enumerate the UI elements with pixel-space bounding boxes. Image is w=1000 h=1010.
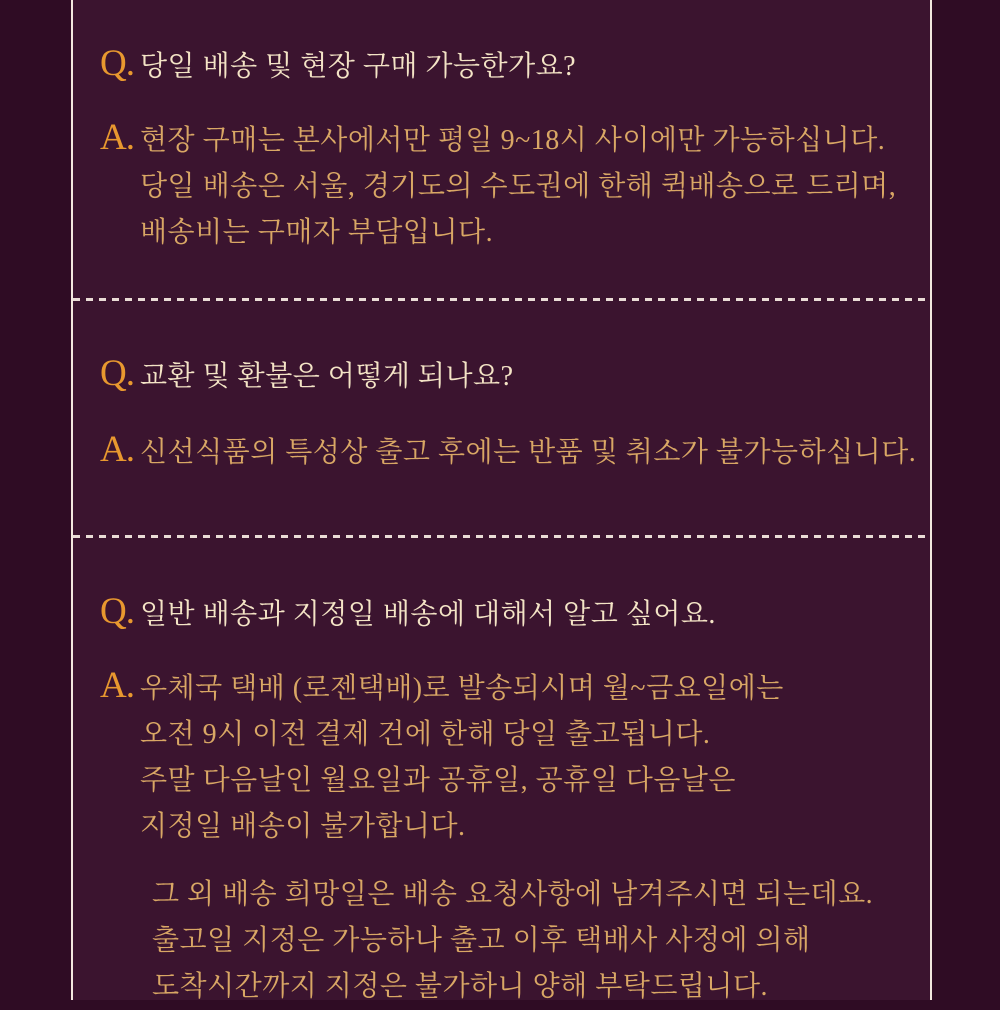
answer-line: 출고일 지정은 가능하나 출고 이후 택배사 사정에 의해 bbox=[152, 925, 811, 956]
answer-line: 지정일 배송이 불가합니다. bbox=[140, 811, 466, 842]
answer-line: 오전 9시 이전 결제 건에 한해 당일 출고됩니다. bbox=[140, 719, 711, 750]
answer-paragraph-1 bbox=[140, 666, 873, 850]
question-marker: Q. bbox=[100, 353, 134, 394]
answer-marker: A. bbox=[100, 117, 134, 158]
answer-line: 그 외 배송 희망일은 배송 요청사항에 남겨주시면 되는데요. bbox=[152, 879, 874, 910]
question-text: 교환 및 환불은 어떻게 되나요? bbox=[140, 361, 514, 392]
answer-line: 신선식품의 특성상 출고 후에는 반품 및 취소가 불가능하십니다. bbox=[140, 437, 917, 468]
dashed-divider bbox=[73, 298, 930, 301]
faq-answer-3 bbox=[100, 666, 920, 1010]
faq-answer-2 bbox=[100, 430, 920, 476]
answer-paragraph-2 bbox=[152, 872, 873, 1010]
faq-panel bbox=[71, 0, 932, 1000]
question-marker: Q. bbox=[100, 43, 134, 84]
question-text: 일반 배송과 지정일 배송에 대해서 알고 싶어요. bbox=[140, 599, 716, 630]
answer-line: 배송비는 구매자 부담입니다. bbox=[140, 217, 494, 248]
answer-marker: A. bbox=[100, 429, 134, 470]
question-text: 당일 배송 및 현장 구매 가능한가요? bbox=[140, 51, 577, 82]
dashed-divider bbox=[73, 535, 930, 538]
faq-question-1 bbox=[100, 44, 920, 89]
faq-question-3 bbox=[100, 592, 920, 637]
answer-line: 우체국 택배 (로젠택배)로 발송되시며 월~금요일에는 bbox=[140, 673, 784, 704]
question-marker: Q. bbox=[100, 591, 134, 632]
answer-line: 도착시간까지 지정은 불가하니 양해 부탁드립니다. bbox=[152, 971, 769, 1002]
answer-line: 주말 다음날인 월요일과 공휴일, 공휴일 다음날은 bbox=[140, 765, 736, 796]
faq-question-2 bbox=[100, 354, 920, 399]
answer-text bbox=[140, 430, 916, 476]
answer-line: 당일 배송은 서울, 경기도의 수도권에 한해 퀵배송으로 드리며, bbox=[140, 171, 897, 202]
answer-text bbox=[140, 118, 896, 256]
answer-line: 현장 구매는 본사에서만 평일 9~18시 사이에만 가능하십니다. bbox=[140, 125, 886, 156]
faq-answer-1 bbox=[100, 118, 920, 256]
answer-marker: A. bbox=[100, 665, 134, 706]
answer-text bbox=[140, 666, 873, 1010]
